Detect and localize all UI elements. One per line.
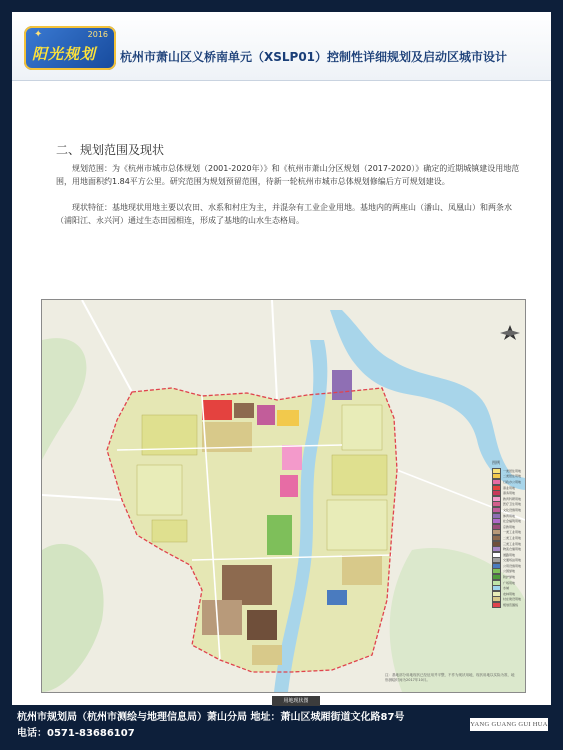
parcel-commercial <box>202 400 232 420</box>
legend-label: 交通场站用地 <box>503 558 522 563</box>
logo <box>24 26 116 70</box>
section-title: 二、规划范围及现状 <box>56 143 165 157</box>
legend-label: 村庄建设用地 <box>503 597 522 602</box>
parcel-farmland <box>137 465 182 515</box>
logo-text: 阳光规划 <box>32 45 97 63</box>
legend-label: 商业用地 <box>503 485 516 490</box>
parcel-industrial <box>222 565 272 605</box>
map-caption: 用地现状图 <box>272 696 320 706</box>
parcel-administrative <box>280 475 298 497</box>
parcel-residential <box>277 410 299 426</box>
legend-label: 体育用地 <box>503 513 516 518</box>
legend-label: 一类工业用地 <box>503 530 522 535</box>
legend-swatch <box>492 602 501 608</box>
legend-label: 防护绿地 <box>503 575 516 580</box>
legend-label: 农林用地 <box>503 591 516 596</box>
parcel-village <box>252 645 282 665</box>
legend-label: 道路用地 <box>503 552 516 557</box>
legend-label: 物流仓储用地 <box>503 547 522 552</box>
map-legend <box>492 460 522 608</box>
legend-label: 规划范围线 <box>503 603 519 608</box>
legend-label: 公园绿地 <box>503 569 516 574</box>
footer-address: 杭州市规划局（杭州市测绘与地理信息局）萧山分局 地址：萧山区城厢街道文化路87号 <box>17 712 405 723</box>
parcel-utility <box>327 590 347 605</box>
legend-list <box>492 468 522 608</box>
parcel-farmland <box>342 405 382 450</box>
legend-label: 商务用地 <box>503 491 516 496</box>
map-note: 注：基地部分用地现状已经征用并平整，不作为现状用地，现状用地以实际为准，地形测绘时间为2017年10月。 <box>385 673 515 682</box>
parcel-sports <box>332 370 352 400</box>
parcel <box>332 455 387 495</box>
parcel-education <box>282 445 302 470</box>
land-use-map <box>41 299 526 693</box>
parcel-industrial <box>247 610 277 640</box>
legend-label: 文化设施用地 <box>503 507 522 512</box>
legend-label: 公用设施用地 <box>503 563 522 568</box>
map-canvas <box>42 300 525 692</box>
status-paragraph: 现状特征：基地现状用地主要以农田、水系和村庄为主，并混杂有工业企业用地。基地内的两座山（潘山、凤凰山）和两条水（浦阳江、永兴河）通过生态田园相连，形成了基地的山水生态格局。 <box>56 203 512 225</box>
legend-label: 二类居住用地 <box>503 474 522 479</box>
footer-phone: 电话：0571-83686107 <box>17 728 135 739</box>
legend-item <box>492 602 522 608</box>
parcel-cultural <box>257 405 275 425</box>
parcel-park <box>267 515 292 555</box>
legend-title: 图例 <box>492 460 500 465</box>
legend-label: 二类工业用地 <box>503 535 522 540</box>
legend-label: 教育科研用地 <box>503 496 522 501</box>
legend-label: 广场用地 <box>503 580 516 585</box>
sun-icon: ✦ <box>34 29 43 40</box>
parcel-industrial <box>202 600 242 635</box>
parcel-village <box>342 555 382 585</box>
parcel-industrial <box>234 403 254 418</box>
legend-label: 宗教用地 <box>503 524 516 529</box>
legend-label: 医疗卫生用地 <box>503 502 522 507</box>
legend-label: 行政办公用地 <box>503 479 522 484</box>
document-page <box>12 12 551 705</box>
parcel-farmland <box>327 500 387 550</box>
scope-paragraph: 规划范围：为《杭州市城市总体规划（2001-2020年）》和《杭州市萧山分区规划（2017-2020）》确定的近期城镇建设用地范围，用地面积约1.84平方公里。研究范围为规划预留范围，待新一轮杭州市城市总体规划修编后方可规划建设。 <box>56 164 520 186</box>
brand-tag: YANG GUANG GUI HUA <box>470 718 548 731</box>
parcel <box>152 520 187 542</box>
legend-label: 水域 <box>503 586 510 591</box>
legend-label: 社会福利用地 <box>503 519 522 524</box>
logo-year: 2016 <box>87 30 108 39</box>
page-title: 杭州市萧山区义桥南单元（XSLP01）控制性详细规划及启动区城市设计 <box>120 50 508 64</box>
header-banner <box>12 12 551 81</box>
legend-label: 三类工业用地 <box>503 541 522 546</box>
legend-label: 一类居住用地 <box>503 468 522 473</box>
